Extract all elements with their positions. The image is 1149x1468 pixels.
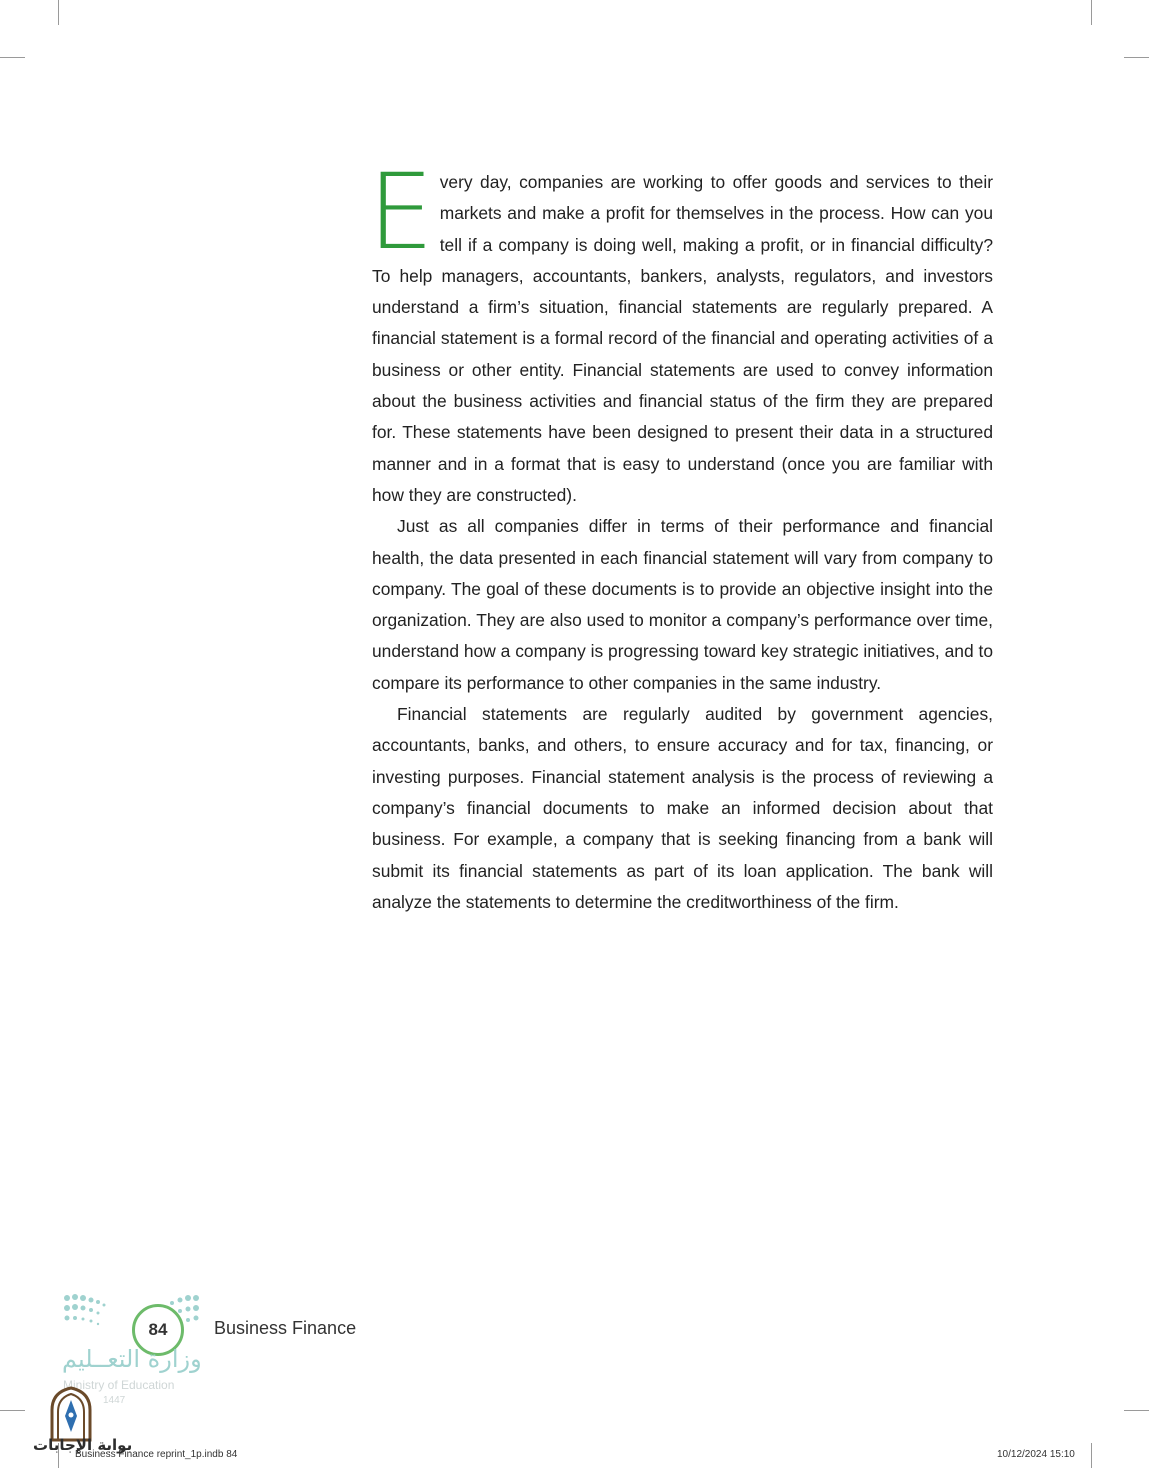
- crop-mark: [1091, 0, 1092, 25]
- paragraph-1-text: very day, companies are working to offer goods and services to their markets and make a profit for themselves in the process. How can you tell if a company is doing well, making a profit, or in financial difficulty? To help managers, accountants, bankers, analysts, regulators, and investors understand a firm’s situation, financial statements are regularly prepared. A financial statement is a formal record of the financial and operating activities of a business or other entity. Financial statements are used to convey information about the business activities and financial status of the firm they are prepared for. These statements have been designed to present their data in a structured manner and in a format that is easy to understand (once you are familiar with how they are constructed).: [372, 172, 993, 505]
- print-slug-file: Business Finance reprint_1p.indb 84: [75, 1449, 238, 1460]
- print-slug-date: 10/12/2024 15:10: [997, 1449, 1075, 1460]
- paragraph-2: Just as all companies differ in terms of their performance and financial health, the data presented in each financial statement will vary from company to company. The goal of these documents is to provide an objective insight into the organization. They are also used to monitor a company’s performance over time, understand how a company is progressing toward key strategic initiatives, and to compare its performance to other companies in the same industry.: [372, 516, 993, 693]
- watermark-text: بوابة الإجابات: [33, 1436, 133, 1454]
- crop-mark: [1124, 1410, 1149, 1411]
- paragraph-3: Financial statements are regularly audited by government agencies, accountants, banks, and others, to ensure accuracy and for tax, financing, or investing purposes. Financial statement analysis is the process of reviewing a company’s financial documents to make an informed decision about that business. For example, a company that is seeking financing from a bank will submit its financial statements as part of its loan application. The bank will analyze the statements to determine the creditworthiness of the firm.: [372, 704, 993, 912]
- paragraph-1: [368, 151, 993, 511]
- drop-cap: E: [368, 151, 434, 273]
- crop-mark: [58, 0, 59, 25]
- crop-mark: [1091, 1443, 1092, 1468]
- crop-mark: [0, 1410, 25, 1411]
- ministry-name-arabic: وزارة التعــليم: [62, 1345, 202, 1373]
- crop-mark: [1124, 57, 1149, 58]
- mosque-pen-icon: [46, 1386, 96, 1442]
- ministry-name-english: Ministry of Education: [63, 1378, 175, 1392]
- ministry-year: 1447: [103, 1395, 126, 1406]
- body-text: [368, 151, 993, 918]
- book-title: Business Finance: [214, 1318, 357, 1338]
- page-number: 84: [132, 1304, 184, 1356]
- crop-mark: [0, 57, 25, 58]
